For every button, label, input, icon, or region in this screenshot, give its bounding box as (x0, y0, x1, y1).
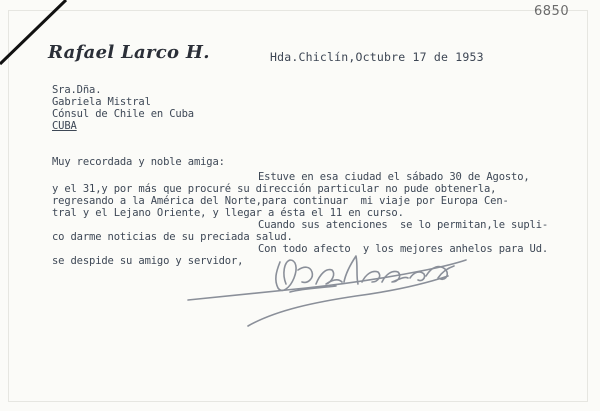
handwritten-signature (186, 248, 476, 338)
salutation: Muy recordada y noble amiga: (52, 156, 225, 168)
body-line: Estuve en esa ciudad el sábado 30 de Agosto, (258, 171, 530, 183)
corner-mark (0, 0, 80, 80)
body-line: tral y el Lejano Oriente, y llegar a ésta el 11 en curso. (52, 207, 404, 219)
body-line: Con todo afecto y los mejores anhelos para Ud. (258, 243, 549, 255)
catalog-number: 6850 (534, 4, 570, 19)
dateline: Hda.Chiclín,Octubre 17 de 1953 (270, 50, 484, 64)
body-line: co darme noticias de su preciada salud. (52, 231, 293, 243)
recipient-name: Gabriela Mistral (52, 96, 151, 108)
recipient-position: Cónsul de Chile en Cuba (52, 108, 194, 120)
recipient-country: CUBA (52, 120, 77, 132)
closing-line: se despide su amigo y servidor, (52, 255, 244, 267)
body-line: y el 31,y por más que procuré su dirección particular no pude obtenerla, (52, 183, 497, 195)
body-line: Cuando sus atenciones se lo permitan,le supli- (258, 219, 549, 231)
letterhead-name: Rafael Larco H. (48, 42, 210, 63)
recipient-title: Sra.Dña. (52, 84, 102, 96)
body-line: regresando a la América del Norte,para continuar mi viaje por Europa Cen- (52, 195, 509, 207)
